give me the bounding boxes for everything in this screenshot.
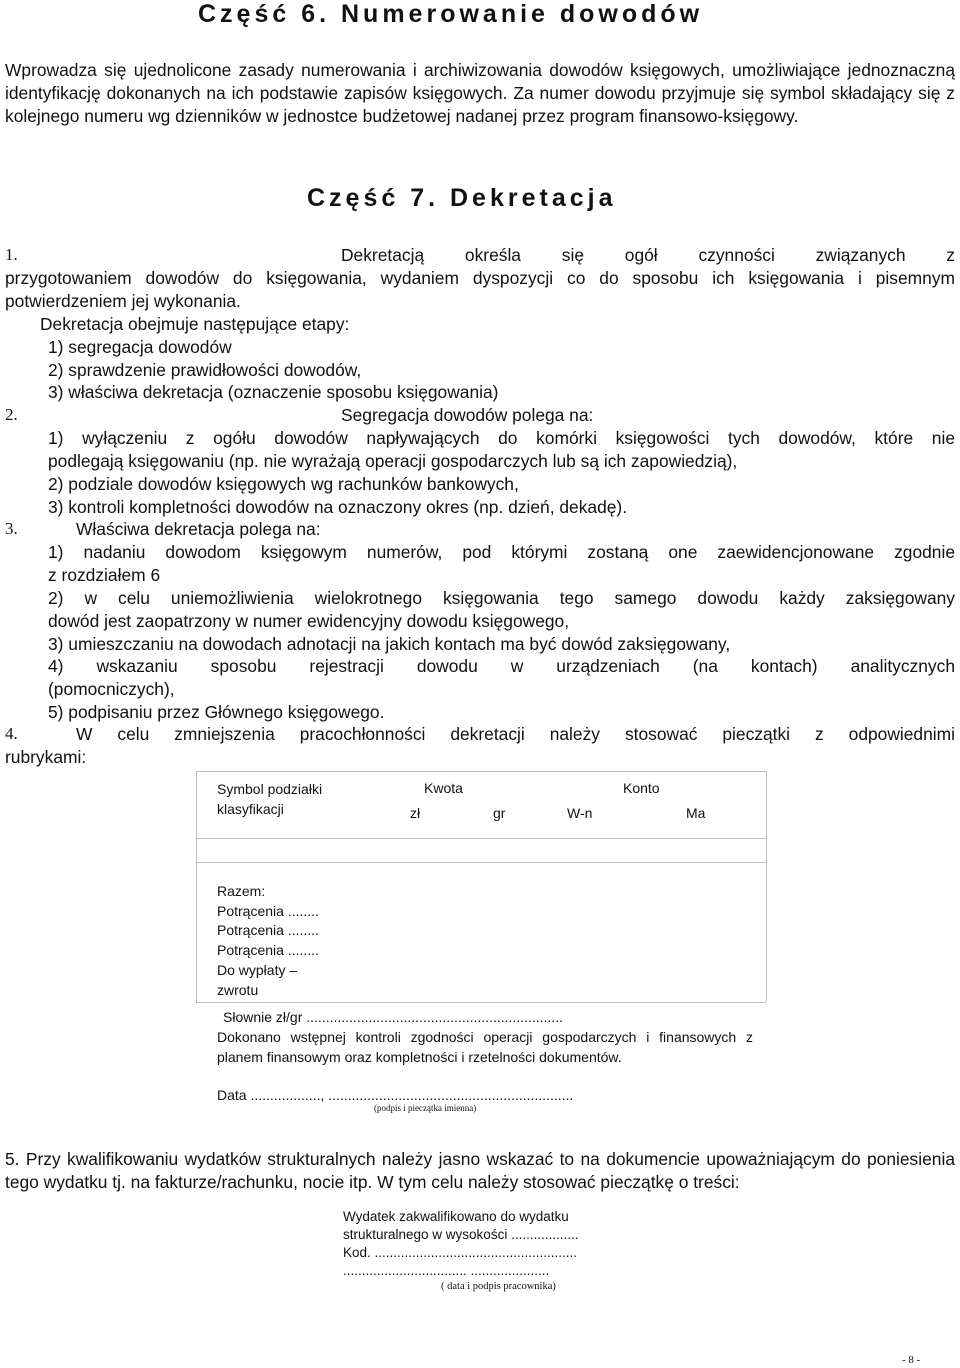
- stamp-row-razem: Razem:: [217, 883, 266, 899]
- s3-item-5: 5) podpisaniu przez Głównego księgowego.: [48, 702, 385, 722]
- s4-number: 4.: [5, 724, 18, 743]
- stamp-data: Data .................., ...............................................................: [217, 1087, 574, 1103]
- part7-title: Część 7. Dekretacja: [307, 184, 617, 212]
- stamp2-caption: ( data i podpis pracownika): [441, 1281, 556, 1292]
- stamp-col-symbol-2: klasyfikacji: [217, 801, 284, 817]
- part6-title: Część 6. Numerowanie dowodów: [198, 0, 704, 28]
- stamp-rule: [196, 838, 766, 839]
- stamp-row-potracenia-2: Potrącenia ........: [217, 922, 319, 938]
- section5-text: 5. Przy kwalifikowaniu wydatków strukturalnych należy jasno wskazać to na dokumencie upoważniającym do poniesienia tego wydatku tj. na fakturze/rachunku, nocie itp. W tym celu należy stosować pieczątkę o treści:: [5, 1149, 955, 1192]
- stamp2-line-2: strukturalnego w wysokości ..................: [343, 1227, 579, 1242]
- s4-first-line: W celu zmniejszenia pracochłonności dekretacji należy stosować pieczątki z odpowiednimi: [76, 724, 955, 744]
- s2-first-line: Segregacja dowodów polega na:: [341, 405, 594, 425]
- s1-intro: Dekretacja obejmuje następujące etapy:: [40, 314, 350, 334]
- part6-paragraph: Wprowadza się ujednolicone zasady numerowania i archiwizowania dowodów księgowych, umożliwiające jednoznaczną identyfikację dokonanych na ich podstawie zapisów księgowych. Za numer dowodu przyjmuje się symbol składający się z kolejnego numeru wg dzienników w jednostce budżetowej nadanej przez program finansowo-księgowy.: [5, 60, 955, 126]
- s1-item-3: 3) właściwa dekretacja (oznaczenie sposobu księgowania): [48, 382, 499, 402]
- s2-item-2: 2) podziale dowodów księgowych wg rachunków bankowych,: [48, 474, 519, 494]
- s1-item-2: 2) sprawdzenie prawidłowości dowodów,: [48, 360, 362, 380]
- s3-first-line: Właściwa dekretacja polega na:: [76, 519, 321, 539]
- stamp-col-ma: Ma: [686, 805, 706, 821]
- s1-item-1: 1) segregacja dowodów: [48, 337, 232, 357]
- s3-item-2-line-2: dowód jest zaopatrzony w numer ewidencyjny dowodu księgowego,: [48, 611, 570, 631]
- s1-first-line: Dekretacją określa się ogół czynności związanych z: [341, 245, 955, 265]
- s4-second-line: rubrykami:: [5, 747, 87, 767]
- stamp-slownie: Słownie zł/gr ..................................................................: [223, 1009, 563, 1025]
- stamp-rule: [196, 862, 766, 863]
- stamp-col-wn: W-n: [567, 805, 593, 821]
- s3-item-2-line-1: 2) w celu uniemożliwienia wielokrotnego księgowania tego samego dowodu każdy zaksięgowany: [48, 588, 955, 608]
- stamp-podpis-caption: (podpis i pieczątka imienna): [374, 1103, 477, 1113]
- s1-number: 1.: [5, 245, 18, 264]
- stamp-top-rule: [196, 771, 766, 772]
- page-number: - 8 -: [902, 1354, 921, 1366]
- s1-text: przygotowaniem dowodów do księgowania, wydaniem dyspozycji co do sposobu ich księgowania i pisemnym potwierdzeniem jej wykonania.: [5, 268, 955, 311]
- stamp-col-symbol-1: Symbol podziałki: [217, 781, 323, 797]
- stamp-right-rule: [766, 771, 767, 1002]
- s3-item-4-line-2: (pomocniczych),: [48, 679, 175, 699]
- stamp-row-zwrotu: zwrotu: [217, 982, 259, 998]
- stamp-col-konto: Konto: [623, 780, 660, 796]
- stamp-col-kwota: Kwota: [424, 780, 463, 796]
- s3-item-1-line-2: z rozdziałem 6: [48, 565, 161, 585]
- stamp2-line-4: ................................. .....................: [343, 1263, 550, 1278]
- stamp-row-potracenia-3: Potrącenia ........: [217, 942, 319, 958]
- s2-item-1-line-1: 1) wyłączeniu z ogółu dowodów napływających do komórki księgowości tych dowodów, które nie: [48, 428, 955, 448]
- s2-number: 2.: [5, 405, 18, 424]
- s2-item-3: 3) kontroli kompletności dowodów na oznaczony okres (np. dzień, dekadę).: [48, 497, 628, 517]
- stamp2-line-3: Kod. ......................................................: [343, 1245, 578, 1260]
- stamp-row-do-wyplaty: Do wypłaty –: [217, 962, 298, 978]
- stamp-kontrola: Dokonano wstępnej kontroli zgodności operacji gospodarczych i finansowych z planem finansowym oraz kompletności i rzetelności dokumentów.: [217, 1029, 753, 1065]
- s3-item-1-line-1: 1) nadaniu dowodom księgowym numerów, pod którymi zostaną one zaewidencjonowane zgodnie: [48, 542, 955, 562]
- stamp-col-gr: gr: [493, 805, 506, 821]
- stamp-row-potracenia-1: Potrącenia ........: [217, 903, 319, 919]
- stamp-left-rule: [196, 771, 197, 1002]
- stamp-col-zl: zł: [410, 805, 421, 821]
- s3-item-3: 3) umieszczaniu na dowodach adnotacji na jakich kontach ma być dowód zaksięgowany,: [48, 634, 731, 654]
- s2-item-1-line-2: podlegają księgowaniu (np. nie wyrażają operacji gospodarczych lub są ich zapowiedzią),: [48, 451, 738, 471]
- s3-number: 3.: [5, 519, 18, 538]
- stamp-rule: [196, 1002, 766, 1003]
- s3-item-4-line-1: 4) wskazaniu sposobu rejestracji dowodu w urządzeniach (na kontach) analitycznych: [48, 656, 955, 676]
- stamp2-line-1: Wydatek zakwalifikowano do wydatku: [343, 1209, 569, 1224]
